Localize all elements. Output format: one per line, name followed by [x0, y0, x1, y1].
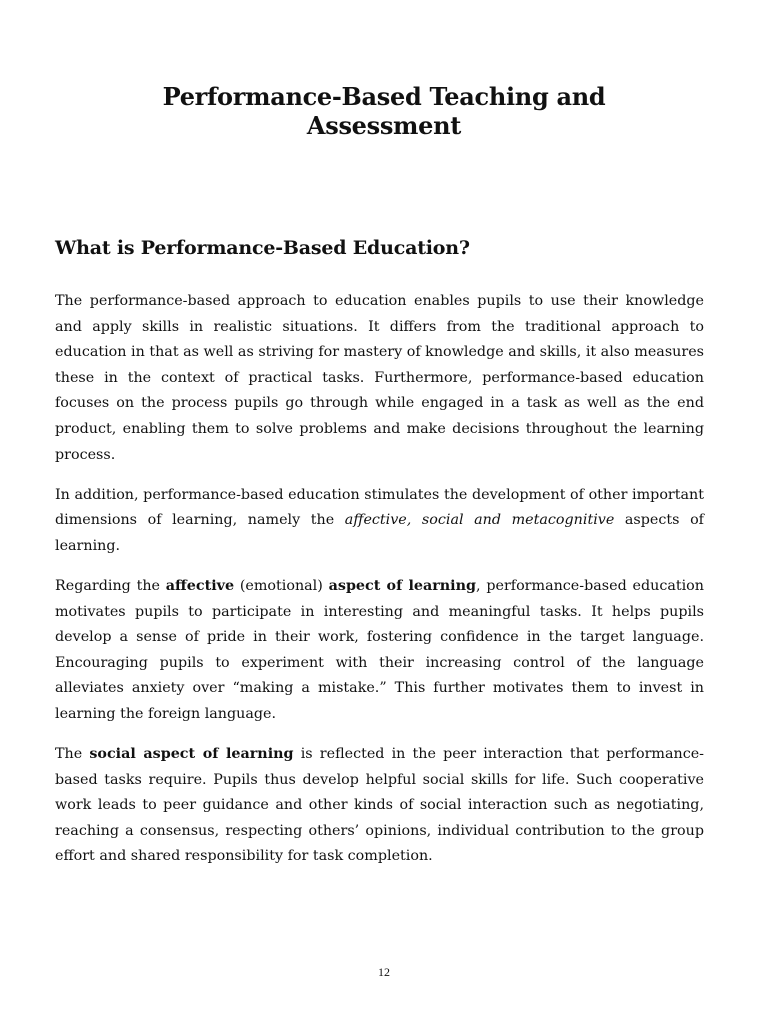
paragraph-2-italic: affective, social and metacognitive	[344, 512, 615, 529]
paragraph-3-text-2: (emotional)	[234, 577, 329, 594]
paragraph-3	[55, 574, 704, 728]
paragraph-3-text-3: , performance-based education motivates pupils to participate in interesting and meaningful tasks. It helps pupils develop a sense of pride in their work, fostering confidence in the target language. Encouraging pupils to experiment with their increasing control of the language alleviates anxiety over “making a mistake.” This further motivates them to invest in learning the foreign language.	[55, 577, 704, 722]
paragraph-4-text-2: is reflected in the peer interaction that performance-based tasks require. Pupils thus develop helpful social skills for life. Such cooperative work leads to peer guidance and other kinds of social interaction such as negotiating, reaching a consensus, respecting others’ opinions, individual contribution to the group effort and shared responsibility for task completion.	[55, 746, 704, 865]
paragraph-3-text: Regarding the	[55, 577, 166, 594]
paragraph-4	[55, 742, 704, 870]
body-text	[55, 289, 704, 884]
section-heading: What is Performance-Based Education?	[55, 237, 470, 259]
title-line-1: Performance-Based Teaching and	[162, 82, 606, 111]
title-line-2: Assessment	[306, 111, 462, 140]
paragraph-4-bold-social: social aspect of learning	[89, 746, 294, 762]
paragraph-2-text: In addition, performance-based education stimulates the development of other important dimensions of learning, namely the	[55, 486, 704, 529]
paragraph-1: The performance-based approach to education enables pupils to use their knowledge and apply skills in realistic situations. It differs from the traditional approach to education in that as well as striving for mastery of knowledge and skills, it also measures these in the context of practical tasks. Furthermore, performance-based education focuses on the process pupils go through while engaged in a task as well as the end product, enabling them to solve problems and make decisions throughout the learning process.	[55, 293, 704, 463]
paragraph-4-text: The	[55, 746, 90, 762]
paragraph-2	[55, 483, 704, 560]
paragraph-3-bold-aspect: aspect of learning	[328, 577, 476, 594]
page-number: 12	[378, 965, 390, 979]
document-title	[60, 82, 708, 140]
paragraph-3-bold-affective: affective	[165, 577, 235, 594]
paragraph-2-text-end: aspects of learning.	[55, 512, 704, 554]
